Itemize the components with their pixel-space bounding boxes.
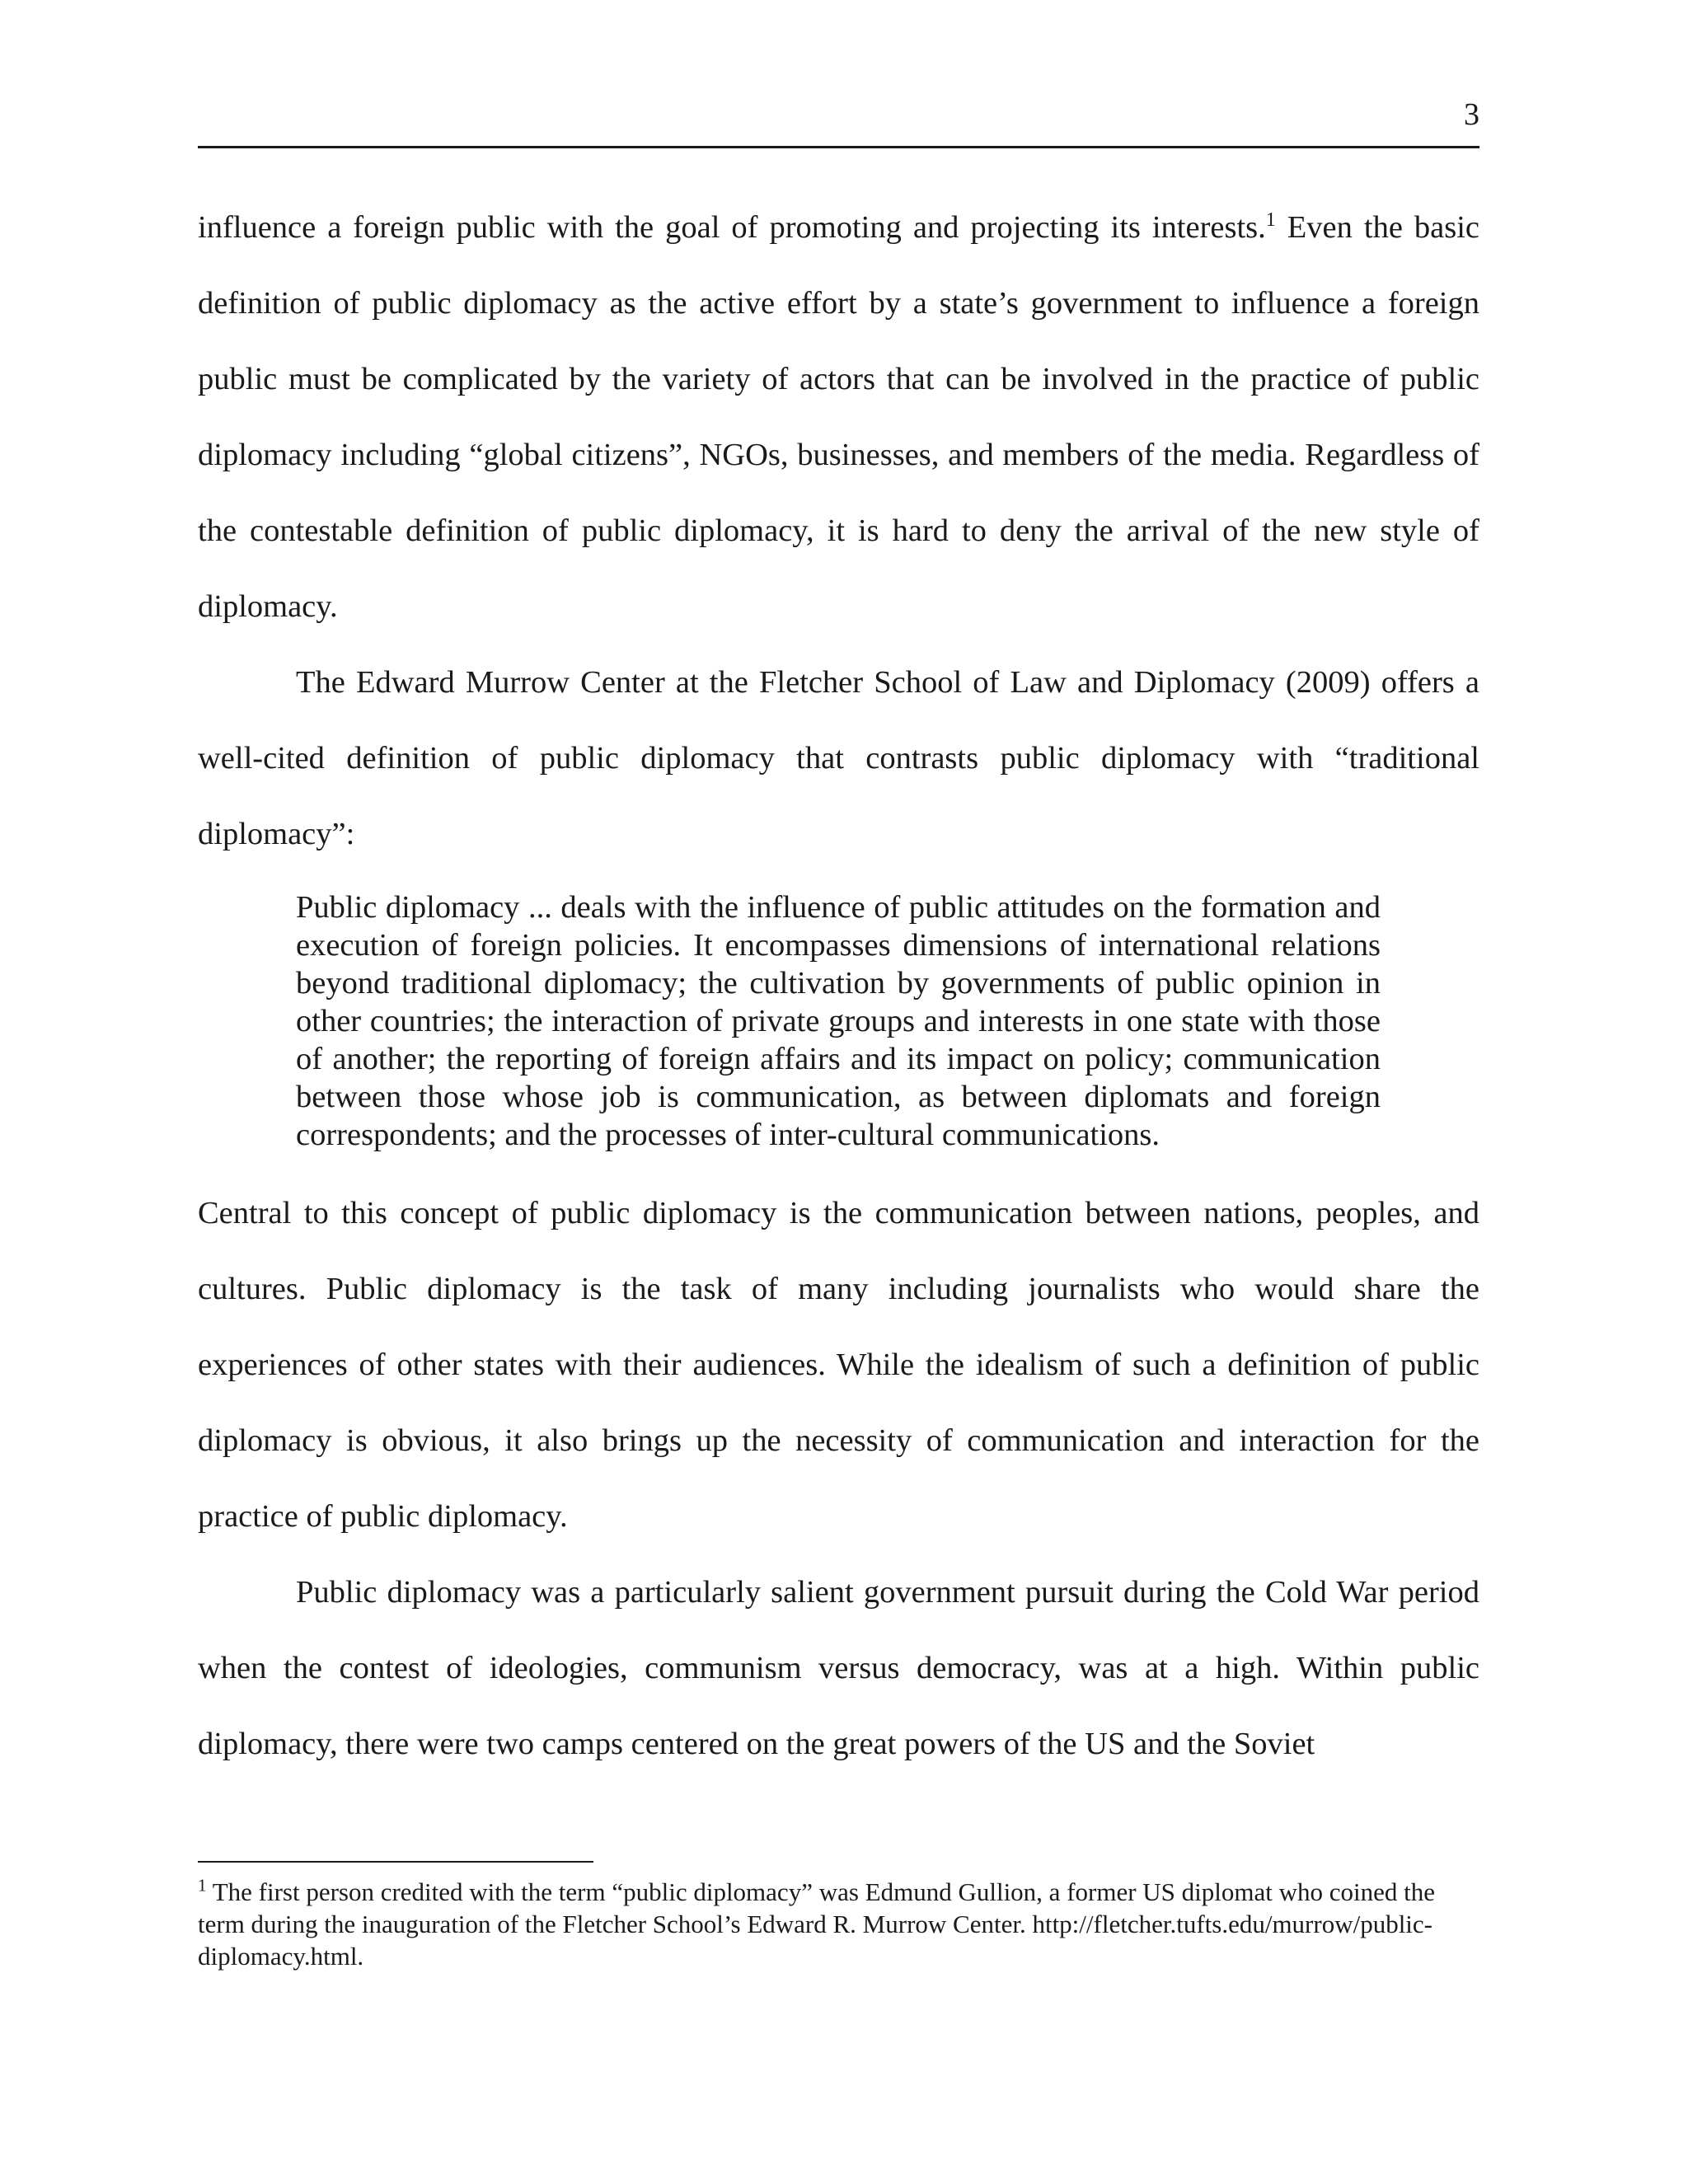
paragraph-2: The Edward Murrow Center at the Fletcher School of Law and Diplomacy (2009) offers a well-cited definition of public diplomacy that contrasts public diplomacy with “traditional diplomacy”: [198, 665, 1479, 851]
paragraph-1-text-cont: Even the basic definition of public diplomacy as the active effort by a state’s government to influence a foreign public must be complicated by the variety of actors that can be involved in the practice of public diplomacy including “global citizens”, NGOs, businesses, and members of the media. Regardless of the contestable definition of public diplomacy, it is hard to deny the arrival of the new style of diplomacy. [198, 210, 1480, 624]
paragraph-1 [198, 190, 1479, 644]
paragraph-1-text: influence a foreign public with the goal of promoting and projecting its interests. [198, 210, 1266, 245]
footnote-rule [198, 1861, 593, 1863]
footnote-text: The first person credited with the term “public diplomacy” was Edmund Gullion, a former US diplomat who coined the term during the inauguration of the Fletcher School’s Edward R. Murrow Center. http://fletcher.tufts.edu/murrow/public-diplomacy.html. [198, 1877, 1436, 1971]
header-rule [198, 146, 1479, 148]
paragraph-3: Central to this concept of public diplomacy is the communication between nations, peoples, and cultures. Public diplomacy is the task of many including journalists who would share the experiences of other states with their audiences. While the idealism of such a definition of public diplomacy is obvious, it also brings up the necessity of communication and interaction for the practice of public diplomacy. [198, 1196, 1479, 1534]
paragraph-4: Public diplomacy was a particularly salient government pursuit during the Cold War period when the contest of ideologies, communism versus democracy, was at a high. Within public diplomacy, there were two camps centered on the great powers of the US and the Soviet [198, 1575, 1479, 1761]
block-quote: Public diplomacy ... deals with the influence of public attitudes on the formation and execution of foreign policies. It encompasses dimensions of international relations beyond traditional diplomacy; the cultivation by governments of public opinion in other countries; the interaction of private groups and interests in one state with those of another; the reporting of foreign affairs and its impact on policy; communication between those whose job is communication, as between diplomats and foreign correspondents; and the processes of inter-cultural communications. [296, 890, 1381, 1152]
footnote-reference[interactable]: 1 [1265, 209, 1276, 232]
body-text [198, 190, 1479, 1782]
page-number: 3 [1464, 97, 1479, 132]
footnote [198, 1876, 1451, 1972]
footnote-mark: 1 [198, 1875, 207, 1896]
